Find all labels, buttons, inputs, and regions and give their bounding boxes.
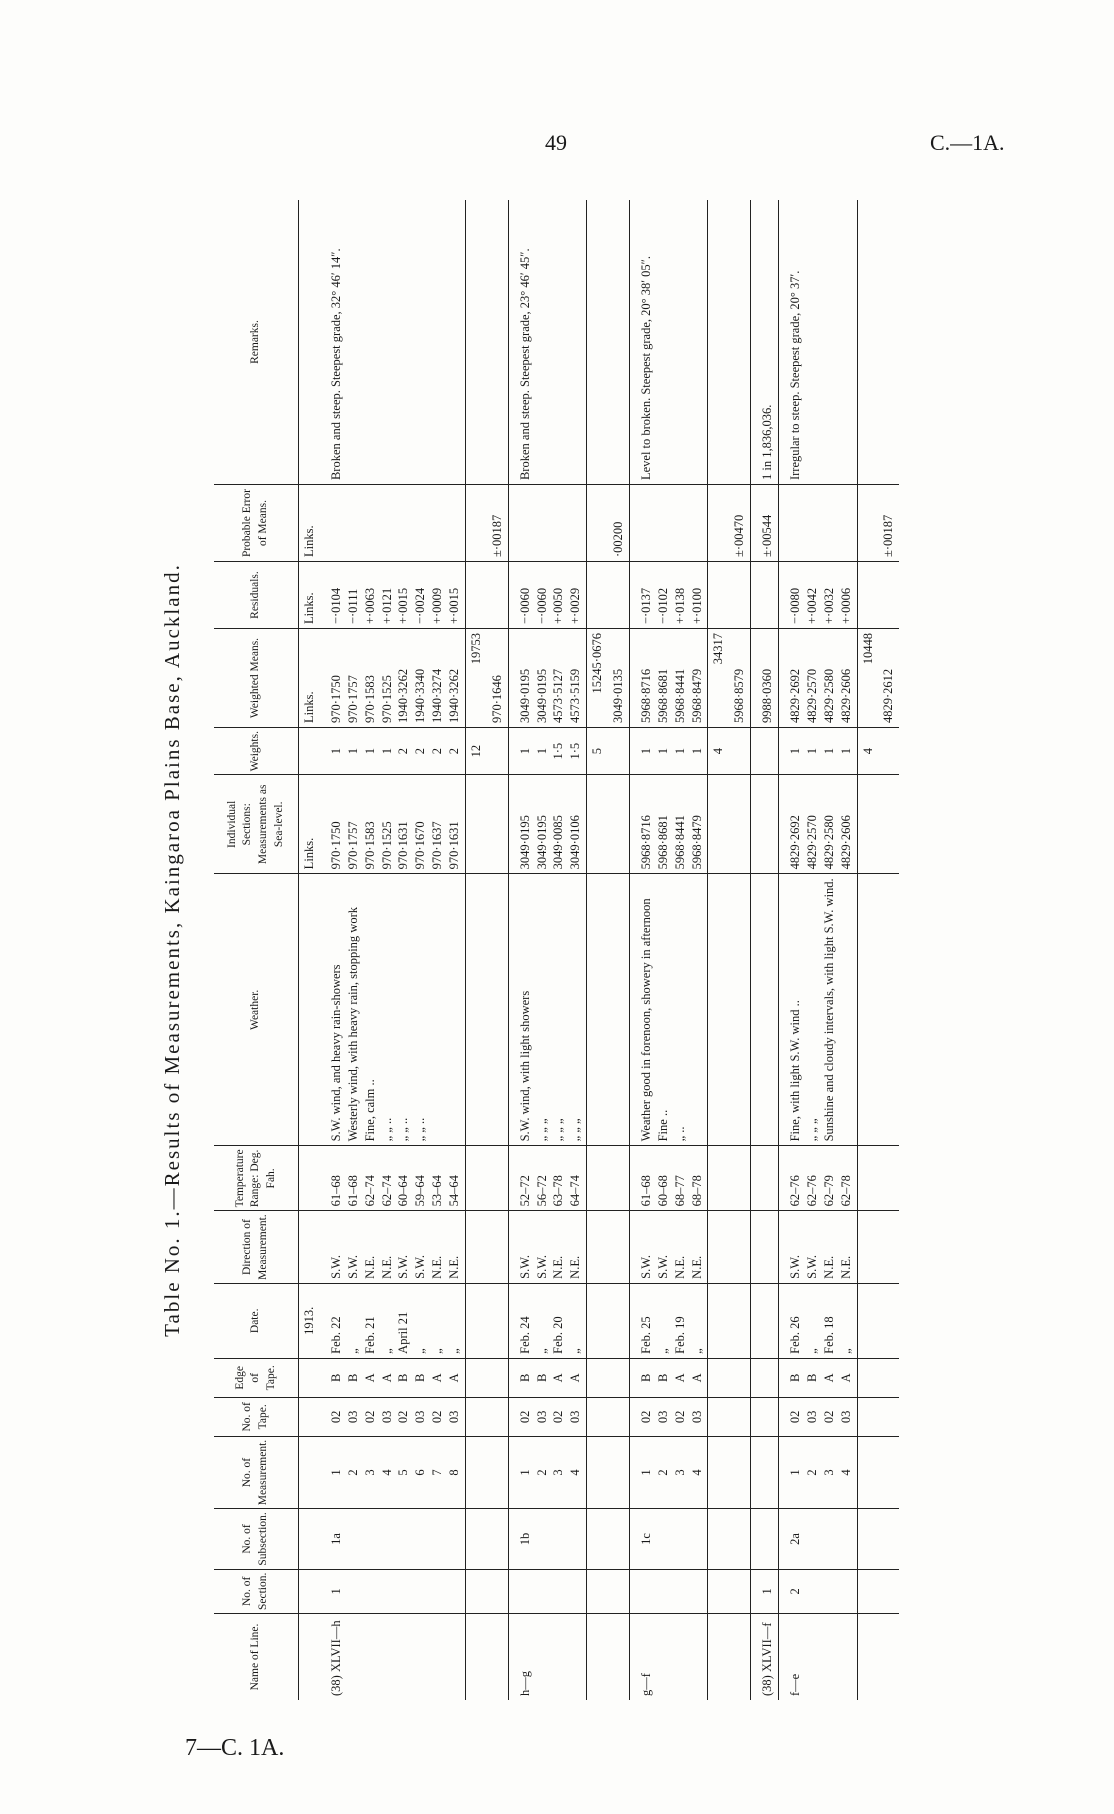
mean-probable-error: ·00200 (608, 485, 629, 562)
weighted-units: Links. (299, 629, 320, 728)
subsection-number: 1c (629, 1509, 708, 1569)
residuals-units: Links. (299, 562, 320, 629)
line-name: h—g (508, 1614, 587, 1701)
col-name-of-line: Name of Line. (214, 1614, 299, 1701)
tape-edges: B B A A (508, 1358, 587, 1397)
tape-numbers: 02 03 02 03 (508, 1397, 587, 1436)
remarks: Irregular to steep. Steepest grade, 20° 37′. (788, 270, 802, 481)
remarks: 1 in 1,836,036. (751, 200, 779, 485)
tape-numbers: 02 03 02 03 (629, 1397, 708, 1436)
mean-weighted: 4829·2612 (878, 629, 899, 728)
col-measurement: No. of Measurement. (214, 1436, 299, 1508)
remarks: Broken and steep. Steepest grade, 23° 46′ 45″. (517, 248, 532, 481)
col-temperature: Temperature Range: Deg. Fah. (214, 1146, 299, 1211)
table-row (779, 200, 858, 1700)
rotated-table-container (160, 200, 1060, 1700)
sum-weighted: 10448 (857, 629, 878, 728)
mean-row (729, 200, 750, 1700)
residuals: −·0104 −·0111 +·0063 +·0121 +·0015 −·0024 +·0009 +·0015 (320, 562, 466, 629)
probable-error (508, 485, 587, 562)
col-weighted-means: Weighted Means. (214, 629, 299, 728)
probable-error: ±·00544 (751, 485, 779, 562)
weather-notes: Fine, with light S.W. wind .. „ „ „ Sunshine and cloudy intervals, with light S.W. wind. (779, 874, 858, 1146)
temperatures: 62–76 62–76 62–79 62–78 (779, 1146, 858, 1211)
sum-row (465, 200, 486, 1700)
weights: 1 1 1 1 (629, 728, 708, 775)
residuals: −·0080 +·0042 +·0032 +·0006 (779, 562, 858, 629)
sum-row (708, 200, 729, 1700)
header-row (214, 200, 299, 1700)
mean-row (608, 200, 629, 1700)
weighted-means: 9988·0360 (751, 629, 779, 728)
mean-probable-error: ±·00187 (487, 485, 508, 562)
section-number: 2 (779, 1569, 858, 1613)
weights: 1 1 1 1 (779, 728, 858, 775)
col-date: Date. (214, 1283, 299, 1358)
remarks: Level to broken. Steepest grade, 20° 38′ 05″. (638, 256, 653, 481)
line-name: (38) XLVII—f (751, 1614, 779, 1701)
tape-numbers: 02 03 02 03 (779, 1397, 858, 1436)
col-remarks: Remarks. (214, 200, 299, 485)
individual-units: Links. (299, 775, 320, 874)
line-name: g—f (629, 1614, 708, 1701)
remarks: Broken and steep. Steepest grade, 32° 46′ 14″. (328, 248, 343, 481)
dates: Feb. 26 „ Feb. 18 „ (779, 1283, 858, 1358)
directions: S.W. S.W. N.E. N.E. (629, 1211, 708, 1283)
table-row (320, 200, 466, 1700)
section-number (508, 1569, 587, 1613)
directions: S.W. S.W. N.E. N.E. (779, 1211, 858, 1283)
sum-weight: 4 (857, 728, 878, 775)
col-weather: Weather. (214, 874, 299, 1146)
document-code: C.—1A. (930, 130, 1005, 155)
col-section: No. of Section. (214, 1569, 299, 1613)
dates: Feb. 22 „ Feb. 21 „ April 21 „ „ „ (320, 1283, 466, 1358)
individual-measurements: 970·1750 970·1757 970·1583 970·1525 970·1631 970·1670 970·1637 970·1631 (320, 775, 466, 874)
sum-row (587, 200, 608, 1700)
probable-units: Links. (299, 485, 320, 562)
probable-error (779, 485, 858, 562)
measurements-table (214, 200, 899, 1700)
temperatures: 61–68 60–68 68–77 68–78 (629, 1146, 708, 1211)
tape-edges: B B A A (779, 1358, 858, 1397)
probable-error (320, 485, 466, 562)
mean-row (878, 200, 899, 1700)
page-number: 49 (545, 130, 567, 155)
weather-notes: S.W. wind, with light showers „ „ „ „ „ „ „ „ „ (508, 874, 587, 1146)
units-row (299, 200, 320, 1700)
col-weights: Weights. (214, 728, 299, 775)
sum-weighted: 19753 (465, 629, 486, 728)
table-caption: Table No. 1.—Results of Measurements, Kaingaroa Plains Base, Auckland. (160, 563, 184, 1337)
measurement-numbers: 1 2 3 4 (629, 1436, 708, 1508)
sum-weight: 4 (708, 728, 729, 775)
table-row (508, 200, 587, 1700)
subsection-number: 1b (508, 1509, 587, 1569)
dates: Feb. 25 „ Feb. 19 „ (629, 1283, 708, 1358)
mean-weighted: 3049·0135 (608, 629, 629, 728)
measurement-numbers: 1 2 3 4 5 6 7 8 (320, 1436, 466, 1508)
sum-weight: 12 (465, 728, 486, 775)
col-subsection: No. of Subsection. (214, 1509, 299, 1569)
directions: S.W. S.W. N.E. N.E. S.W. S.W. N.E. N.E. (320, 1211, 466, 1283)
col-probable-error: Probable Error of Means. (214, 485, 299, 562)
sum-weighted: 15245·0676 (587, 629, 608, 728)
col-edge: Edge of Tape. (214, 1358, 299, 1397)
tape-numbers: 02 03 02 03 02 03 02 03 (320, 1397, 466, 1436)
sum-weight: 5 (587, 728, 608, 775)
section-number: 1 (320, 1569, 466, 1613)
temperatures: 61–68 61–68 62–74 62–74 60–64 59–64 53–64 54–64 (320, 1146, 466, 1211)
weather-notes: Weather good in forenoon, showery in afternoon Fine .. „ .. (629, 874, 708, 1146)
probable-error (629, 485, 708, 562)
individual-measurements: 3049·0195 3049·0195 3049·0085 3049·0106 (508, 775, 587, 874)
residuals: −·0137 −·0102 +·0138 +·0100 (629, 562, 708, 629)
mean-weighted: 970·1646 (487, 629, 508, 728)
weighted-means: 3049·0195 3049·0195 4573·5127 4573·5159 (508, 629, 587, 728)
individual-measurements: 4829·2692 4829·2570 4829·2580 4829·2606 (779, 775, 858, 874)
dates: Feb. 24 „ Feb. 20 „ (508, 1283, 587, 1358)
mean-weighted: 5968·8579 (729, 629, 750, 728)
section-number (629, 1569, 708, 1613)
residuals: −·0060 −·0060 +·0050 +·0029 (508, 562, 587, 629)
sum-row (857, 200, 878, 1700)
line-name: f—e (779, 1614, 858, 1701)
weather-notes: S.W. wind, and heavy rain-showers Westerly wind, with heavy rain, stopping work Fine, calm .. „ „ .. „ „ .. „ „ .. (320, 874, 466, 1146)
col-individual: Individual Sections: Measurements as Sea-level. (214, 775, 299, 874)
footer-code: 7—C. 1A. (185, 1735, 285, 1761)
subsection-number: 2a (779, 1509, 858, 1569)
subsection-number: 1a (320, 1509, 466, 1569)
weights: 1 1 1 1 2 2 2 2 (320, 728, 466, 775)
sum-weighted: 34317 (708, 629, 729, 728)
table-row (751, 200, 779, 1700)
section-number: 1 (751, 1569, 779, 1613)
mean-probable-error: ±·00470 (729, 485, 750, 562)
year-label: 1913. (299, 1283, 320, 1358)
mean-row (487, 200, 508, 1700)
col-residuals: Residuals. (214, 562, 299, 629)
weighted-means: 970·1750 970·1757 970·1583 970·1525 1940·3262 1940·3340 1940·3274 1940·3262 (320, 629, 466, 728)
individual-measurements: 5968·8716 5968·8681 5968·8441 5968·8479 (629, 775, 708, 874)
directions: S.W. S.W. N.E. N.E. (508, 1211, 587, 1283)
measurement-numbers: 1 2 3 4 (779, 1436, 858, 1508)
col-direction: Direction of Measurement. (214, 1211, 299, 1283)
col-tape: No. of Tape. (214, 1397, 299, 1436)
weights: 1 1 1·5 1·5 (508, 728, 587, 775)
weighted-means: 5968·8716 5968·8681 5968·8441 5968·8479 (629, 629, 708, 728)
tape-edges: B B A A B B A A (320, 1358, 466, 1397)
table-row (629, 200, 708, 1700)
line-name: (38) XLVII—h (320, 1614, 466, 1701)
mean-probable-error: ±·00187 (878, 485, 899, 562)
weighted-means: 4829·2692 4829·2570 4829·2580 4829·2606 (779, 629, 858, 728)
measurement-numbers: 1 2 3 4 (508, 1436, 587, 1508)
tape-edges: B B A A (629, 1358, 708, 1397)
temperatures: 52–72 56–72 63–78 64–74 (508, 1146, 587, 1211)
